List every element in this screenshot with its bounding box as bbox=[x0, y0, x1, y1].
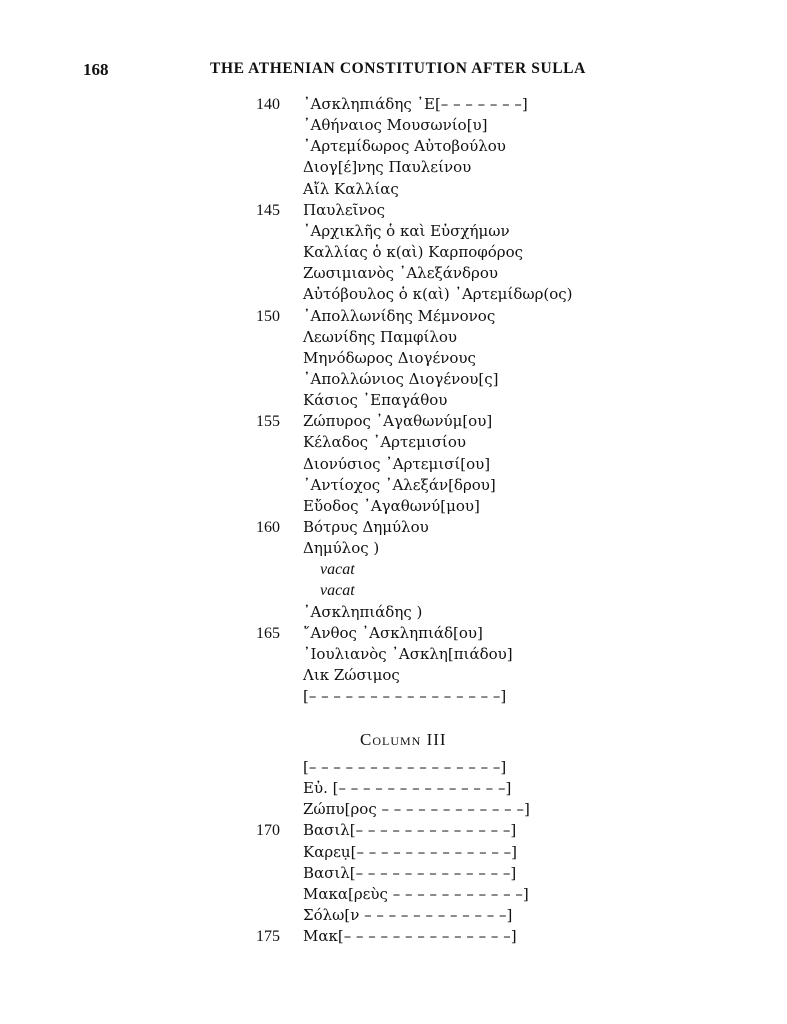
running-title: THE ATHENIAN CONSTITUTION AFTER SULLA bbox=[210, 60, 586, 77]
name-entry: [– – – – – – – – – – – – – – – –] bbox=[303, 758, 507, 776]
page-number: 168 bbox=[83, 60, 109, 79]
name-entry: Ζωσιμιανὸς ᾿Αλεξάνδρου bbox=[303, 264, 498, 283]
line-number: 160 bbox=[256, 519, 280, 536]
list-line bbox=[0, 623, 787, 644]
list-line bbox=[0, 157, 787, 178]
list-line bbox=[0, 778, 787, 799]
list-line bbox=[0, 327, 787, 348]
name-entry: Μακα[ρεὺς – – – – – – – – – – –] bbox=[303, 884, 529, 903]
line-number: 145 bbox=[256, 201, 280, 219]
name-entry: vacat bbox=[320, 582, 355, 600]
name-entry: Διονύσιος ᾿Αρτεμισί[ου] bbox=[303, 454, 491, 473]
name-entry: Αὐτόβουλος ὁ κ(αὶ) ᾿Αρτεμίδωρ(ος) bbox=[303, 285, 573, 304]
list-line bbox=[0, 602, 787, 623]
list-line bbox=[0, 820, 787, 841]
list-line bbox=[0, 757, 787, 778]
name-entry: Εὔοδος ᾿Αγαθωνύ[μου] bbox=[303, 496, 480, 515]
name-entry: Βότρυς Δημύλου bbox=[303, 518, 429, 536]
line-number: 175 bbox=[256, 928, 280, 946]
list-line bbox=[0, 411, 787, 432]
list-line bbox=[0, 475, 787, 496]
list-line bbox=[0, 136, 787, 157]
list-line bbox=[0, 242, 787, 263]
list-line bbox=[0, 580, 787, 601]
list-line bbox=[0, 200, 787, 221]
name-entry: ᾿Ασκληπιάδης ᾿Ε[– – – – – – –] bbox=[303, 95, 528, 113]
name-entry: vacat bbox=[320, 561, 355, 579]
list-line bbox=[0, 665, 787, 686]
list-line bbox=[0, 284, 787, 305]
list-line bbox=[0, 179, 787, 200]
name-entry: Δημύλος ) bbox=[303, 539, 380, 558]
line-number: 165 bbox=[256, 624, 280, 642]
name-entry: Αἴλ Καλλίας bbox=[303, 179, 399, 198]
list-line bbox=[0, 644, 787, 665]
name-entry: ῎Ανθος ᾿Ασκληπιάδ[ου] bbox=[303, 623, 483, 642]
name-entry: Βασιλ[– – – – – – – – – – – – –] bbox=[303, 863, 517, 882]
list-line bbox=[0, 390, 787, 411]
name-entry: Κέλαδος ᾿Αρτεμισίου bbox=[303, 433, 466, 452]
name-entry: Λεωνίδης Παμφίλου bbox=[303, 327, 458, 346]
name-entry: Καρεụ[– – – – – – – – – – – – –] bbox=[303, 842, 518, 861]
list-line bbox=[0, 517, 787, 538]
name-entry: ᾿Αρχικλῆς ὁ καὶ Εὐσχήμων bbox=[303, 221, 510, 240]
list-line bbox=[0, 306, 787, 327]
name-entry: Κάσιος ᾿Επαγάθου bbox=[303, 391, 448, 410]
name-entry: Διογ[έ]νης Παυλείνου bbox=[303, 158, 472, 177]
name-entry: Βασιλ[– – – – – – – – – – – – –] bbox=[303, 821, 517, 840]
name-entry: Μηνόδωρος Διογένους bbox=[303, 348, 476, 367]
name-entry: ᾿Απολλωνίδης Μέμνονος bbox=[303, 306, 496, 325]
name-entry: Σόλω[ν – – – – – – – – – – – –] bbox=[303, 906, 513, 925]
line-number: 150 bbox=[256, 307, 280, 325]
list-line bbox=[0, 94, 787, 115]
name-entry: ᾿Απολλώνιος Διογένου[ς] bbox=[303, 369, 499, 388]
list-line bbox=[0, 348, 787, 369]
name-entry: Ζώπυρος ᾿Αγαθωνύμ[ου] bbox=[303, 412, 493, 431]
line-number: 170 bbox=[256, 822, 280, 840]
name-entry: Εὐ. [– – – – – – – – – – – – – –] bbox=[303, 779, 512, 798]
name-entry: Καλλίας ὁ κ(αὶ) Καρποφόρος bbox=[303, 243, 524, 262]
name-entry: ᾿Αρτεμίδωρος Αὐτοβούλου bbox=[303, 137, 506, 156]
list-line bbox=[0, 905, 787, 926]
name-entry: ᾿Αθήναιος Μουσωνίο[υ] bbox=[303, 116, 488, 135]
line-number: 140 bbox=[256, 96, 280, 113]
name-entry: ᾿Ασκληπιάδης ) bbox=[303, 602, 423, 621]
list-line bbox=[0, 799, 787, 820]
list-line bbox=[0, 863, 787, 884]
list-line bbox=[0, 926, 787, 947]
list-line bbox=[0, 559, 787, 580]
name-entry: ᾿Ιουλιανὸς ᾿Ασκλη[πιάδου] bbox=[303, 644, 513, 663]
line-number: 155 bbox=[256, 413, 280, 431]
list-line bbox=[0, 686, 787, 707]
name-entry: Ζώπυ[ρος – – – – – – – – – – – –] bbox=[303, 800, 530, 819]
list-line bbox=[0, 115, 787, 136]
name-entry: Μακ[– – – – – – – – – – – – – –] bbox=[303, 927, 517, 946]
name-entry: Λικ Ζώσιμος bbox=[303, 666, 400, 685]
list-line bbox=[0, 538, 787, 559]
list-line bbox=[0, 221, 787, 242]
name-entry: ᾿Αντίοχος ᾿Αλεξάν[δρου] bbox=[303, 475, 496, 494]
list-line bbox=[0, 454, 787, 475]
list-line bbox=[0, 263, 787, 284]
list-line bbox=[0, 369, 787, 390]
list-line bbox=[0, 884, 787, 905]
name-entry: Παυλεῖνος bbox=[303, 200, 386, 219]
name-entry: [– – – – – – – – – – – – – – – –] bbox=[303, 687, 507, 706]
list-line bbox=[0, 496, 787, 517]
column-heading: Column III bbox=[360, 730, 447, 749]
list-line bbox=[0, 842, 787, 863]
list-line bbox=[0, 432, 787, 453]
